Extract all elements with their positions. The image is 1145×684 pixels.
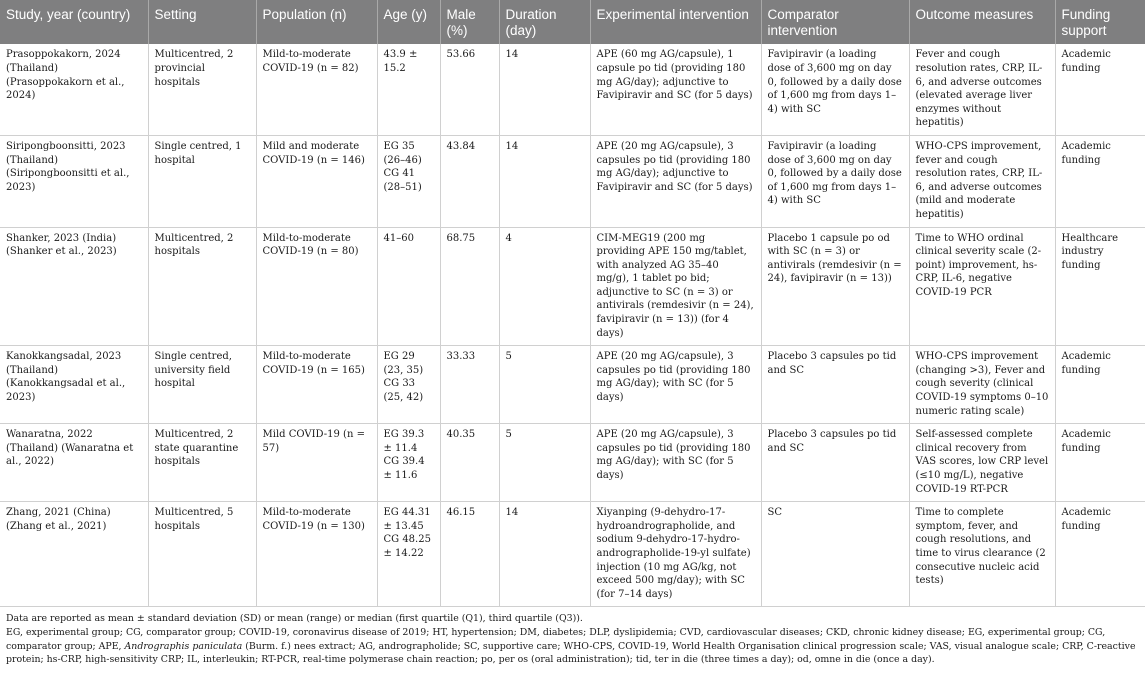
- cell-funding: Academic funding: [1055, 44, 1145, 135]
- cell-setting: Multicentred, 2 state quarantine hospitals: [148, 424, 256, 502]
- cell-setting: Multicentred, 2 hospitals: [148, 227, 256, 346]
- cell-funding: Academic funding: [1055, 135, 1145, 227]
- cell-comparator: Placebo 3 capsules po tid and SC: [761, 424, 909, 502]
- cell-experimental: APE (20 mg AG/capsule), 3 capsules po tid (providing 180 mg AG/day); adjunctive to Favipiravir and SC (for 5 days): [590, 135, 761, 227]
- col-header-male: Male (%): [440, 0, 499, 44]
- cell-experimental: APE (60 mg AG/capsule), 1 capsule po tid (providing 180 mg AG/day); adjunctive to Favipiravir and SC (for 5 days): [590, 44, 761, 135]
- cell-age: 43.9 ± 15.2: [377, 44, 440, 135]
- cell-setting: Multicentred, 2 provincial hospitals: [148, 44, 256, 135]
- cell-population: Mild-to-moderate COVID-19 (n = 165): [256, 346, 377, 424]
- cell-study: Zhang, 2021 (China) (Zhang et al., 2021): [0, 502, 148, 607]
- cell-study: Prasoppokakorn, 2024 (Thailand) (Prasoppokakorn et al., 2024): [0, 44, 148, 135]
- cell-population: Mild-to-moderate COVID-19 (n = 130): [256, 502, 377, 607]
- cell-age: EG 44.31 ± 13.45 CG 48.25 ± 14.22: [377, 502, 440, 607]
- cell-outcomes: Fever and cough resolution rates, CRP, IL-6, and adverse outcomes (elevated average liver enzymes without hepatitis): [909, 44, 1055, 135]
- cell-duration: 14: [499, 502, 590, 607]
- table-row: [0, 346, 1145, 424]
- cell-study: Shanker, 2023 (India) (Shanker et al., 2023): [0, 227, 148, 346]
- cell-age: EG 35 (26–46) CG 41 (28–51): [377, 135, 440, 227]
- col-header-population: Population (n): [256, 0, 377, 44]
- footnote-abbreviations: [6, 626, 1139, 667]
- cell-funding: Academic funding: [1055, 346, 1145, 424]
- cell-age: 41–60: [377, 227, 440, 346]
- table-row: [0, 135, 1145, 227]
- cell-duration: 14: [499, 135, 590, 227]
- footnote-species-name: Andrographis paniculata: [124, 640, 243, 652]
- cell-outcomes: Time to WHO ordinal clinical severity scale (2-point) improvement, hs-CRP, IL-6, negative COVID-19 PCR: [909, 227, 1055, 346]
- cell-experimental: APE (20 mg AG/capsule), 3 capsules po tid (providing 180 mg AG/day); with SC (for 5 days): [590, 346, 761, 424]
- cell-age: EG 29 (23, 35) CG 33 (25, 42): [377, 346, 440, 424]
- cell-age: EG 39.3 ± 11.4 CG 39.4 ± 11.6: [377, 424, 440, 502]
- cell-male: 46.15: [440, 502, 499, 607]
- col-header-experimental: Experimental intervention: [590, 0, 761, 44]
- cell-male: 33.33: [440, 346, 499, 424]
- cell-outcomes: WHO-CPS improvement, fever and cough resolution rates, CRP, IL-6, and adverse outcomes (mild and moderate hepatitis): [909, 135, 1055, 227]
- cell-experimental: CIM-MEG19 (200 mg providing APE 150 mg/tablet, with analyzed AG 35–40 mg/g), 1 tablet po bid; adjunctive to SC (n = 3) or antivirals (remdesivir (n = 24), favipiravir (n = 13)) (for 4 days): [590, 227, 761, 346]
- footnote-abbreviations-part-2: (Burm. f.) nees extract; AG, andrographolide; SC, supportive care; WHO-CPS, COVID-19, World Health Organisation clinical progression scale; VAS, visual analogue scale; CRP, C-reactive protein; hs-CRP, high-sensitivity CRP; IL, interleukin; RT-PCR, real-time polymerase chain reaction; po, per os (oral administration); tid, ter in die (three times a day); od, omne in die (once a day).: [6, 640, 1136, 666]
- cell-experimental: APE (20 mg AG/capsule), 3 capsules po tid (providing 180 mg AG/day); with SC (for 5 days): [590, 424, 761, 502]
- cell-outcomes: WHO-CPS improvement (changing >3), Fever and cough severity (clinical COVID-19 symptoms 0–10 numeric rating scale): [909, 346, 1055, 424]
- table-row: [0, 424, 1145, 502]
- table-row: [0, 502, 1145, 607]
- cell-duration: 14: [499, 44, 590, 135]
- cell-population: Mild-to-moderate COVID-19 (n = 82): [256, 44, 377, 135]
- cell-funding: Academic funding: [1055, 502, 1145, 607]
- cell-experimental: Xiyanping (9-dehydro-17-hydroandrographolide, and sodium 9-dehydro-17-hydro-andrographolide-19-yl sulfate) injection (10 mg AG/kg, not exceed 500 mg/day); with SC (for 7–14 days): [590, 502, 761, 607]
- table-row: [0, 44, 1145, 135]
- cell-duration: 4: [499, 227, 590, 346]
- cell-setting: Single centred, university field hospital: [148, 346, 256, 424]
- cell-comparator: Placebo 3 capsules po tid and SC: [761, 346, 909, 424]
- col-header-setting: Setting: [148, 0, 256, 44]
- col-header-study: Study, year (country): [0, 0, 148, 44]
- cell-funding: Academic funding: [1055, 424, 1145, 502]
- cell-study: Kanokkangsadal, 2023 (Thailand) (Kanokkangsadal et al., 2023): [0, 346, 148, 424]
- cell-male: 43.84: [440, 135, 499, 227]
- footnote-abbreviations-part-1: EG, experimental group; CG, comparator group; COVID-19, coronavirus disease of 2019; HT, hypertension; DM, diabetes; DLP, dyslipidemia; CVD, cardiovascular diseases; CKD, chronic kidney disease; EG, experimental group; CG, comparator group; APE,: [6, 626, 1106, 652]
- col-header-funding: Funding support: [1055, 0, 1145, 44]
- cell-duration: 5: [499, 346, 590, 424]
- cell-setting: Multicentred, 5 hospitals: [148, 502, 256, 607]
- table-footnotes: [0, 607, 1145, 667]
- cell-population: Mild COVID-19 (n = 57): [256, 424, 377, 502]
- cell-outcomes: Self-assessed complete clinical recovery from VAS scores, low CRP level (≤10 mg/L), negative COVID-19 RT-PCR: [909, 424, 1055, 502]
- col-header-age: Age (y): [377, 0, 440, 44]
- cell-comparator: SC: [761, 502, 909, 607]
- cell-outcomes: Time to complete symptom, fever, and cough resolutions, and time to virus clearance (2 consecutive nucleic acid tests): [909, 502, 1055, 607]
- cell-study: Siripongboonsitti, 2023 (Thailand) (Siripongboonsitti et al., 2023): [0, 135, 148, 227]
- cell-population: Mild-to-moderate COVID-19 (n = 80): [256, 227, 377, 346]
- col-header-comparator: Comparator intervention: [761, 0, 909, 44]
- col-header-duration: Duration (day): [499, 0, 590, 44]
- header-row: [0, 0, 1145, 44]
- cell-population: Mild and moderate COVID-19 (n = 146): [256, 135, 377, 227]
- cell-male: 40.35: [440, 424, 499, 502]
- cell-comparator: Favipiravir (a loading dose of 3,600 mg on day 0, followed by a daily dose of 1,600 mg from days 1–4) with SC: [761, 135, 909, 227]
- cell-study: Wanaratna, 2022 (Thailand) (Wanaratna et al., 2022): [0, 424, 148, 502]
- footnote-data-reporting: Data are reported as mean ± standard deviation (SD) or mean (range) or median (first quartile (Q1), third quartile (Q3)).: [6, 613, 583, 625]
- cell-comparator: Favipiravir (a loading dose of 3,600 mg on day 0, followed by a daily dose of 1,600 mg from days 1–4) with SC: [761, 44, 909, 135]
- cell-male: 68.75: [440, 227, 499, 346]
- col-header-outcomes: Outcome measures: [909, 0, 1055, 44]
- cell-funding: Healthcare industry funding: [1055, 227, 1145, 346]
- cell-duration: 5: [499, 424, 590, 502]
- cell-comparator: Placebo 1 capsule po od with SC (n = 3) or antivirals (remdesivir (n = 24), favipiravir (n = 13)): [761, 227, 909, 346]
- table-row: [0, 227, 1145, 346]
- cell-male: 53.66: [440, 44, 499, 135]
- cell-setting: Single centred, 1 hospital: [148, 135, 256, 227]
